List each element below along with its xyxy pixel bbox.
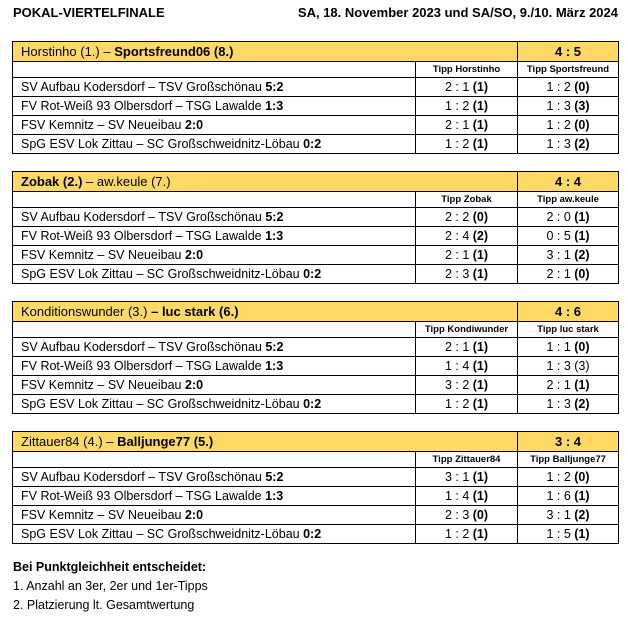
- tipp2-value: 3 : 1: [546, 248, 575, 262]
- game-row: [13, 78, 619, 97]
- game-result: 0:2: [303, 137, 322, 151]
- dash: –: [99, 43, 115, 59]
- game-row: [13, 357, 619, 376]
- tipp1-points: (1): [472, 267, 489, 281]
- tipp2-value: 2 : 0: [546, 210, 575, 224]
- game-name: SpG ESV Lok Zittau – SC Großschweidnitz-Löbau: [21, 137, 304, 151]
- tipp2-value: 1 : 3: [546, 359, 575, 373]
- player-1: Zittauer84 (4.): [21, 433, 103, 449]
- game-name: SV Aufbau Kodersdorf – TSV Großschönau: [21, 80, 266, 94]
- game-result: 1:3: [265, 229, 284, 243]
- player-2: Balljunge77 (5.): [117, 433, 214, 449]
- game-name: FV Rot-Weiß 93 Olbersdorf – TSG Lawalde: [21, 99, 266, 113]
- tipp1-points: (1): [472, 470, 489, 484]
- tipp2-label: Tipp Sportsfreund: [518, 62, 619, 78]
- tipp2-cell: [518, 468, 619, 487]
- tipp2-value: 1 : 3: [546, 99, 575, 113]
- tipp2-value: 1 : 5: [546, 527, 575, 541]
- game-cell: [13, 395, 416, 414]
- tipp2-value: 1 : 1: [546, 340, 575, 354]
- tipp2-value: 2 : 1: [546, 267, 575, 281]
- tipp2-points: (1): [574, 527, 590, 541]
- game-result: 0:2: [303, 397, 322, 411]
- match-header: [13, 302, 619, 322]
- game-row: [13, 116, 619, 135]
- tipp1-cell: [416, 227, 518, 246]
- tipp1-value: 1 : 2: [444, 527, 473, 541]
- tipp2-value: 1 : 3: [546, 137, 575, 151]
- game-row: [13, 395, 619, 414]
- tipp1-points: (0): [472, 508, 489, 522]
- game-cell: [13, 246, 416, 265]
- dash: –: [102, 433, 118, 449]
- blank-cell: [13, 192, 416, 208]
- game-cell: [13, 78, 416, 97]
- tipp-labels-row: [13, 62, 619, 78]
- tipp1-cell: [416, 376, 518, 395]
- tipp2-points: (2): [574, 137, 590, 151]
- match-header: [13, 172, 619, 192]
- game-name: SpG ESV Lok Zittau – SC Großschweidnitz-Löbau: [21, 397, 304, 411]
- tipp1-points: (1): [472, 99, 489, 113]
- tipp2-value: 1 : 2: [546, 118, 575, 132]
- game-result: 2:0: [184, 118, 204, 132]
- tipp1-value: 2 : 3: [444, 508, 473, 522]
- duel-score: 4 : 4: [518, 172, 619, 192]
- tipp2-cell: [518, 246, 619, 265]
- tipp1-value: 1 : 2: [444, 137, 473, 151]
- tipp2-points: (2): [574, 248, 590, 262]
- tipp1-value: 2 : 3: [444, 267, 473, 281]
- tipp2-cell: [518, 227, 619, 246]
- duel-score: 3 : 4: [518, 432, 619, 452]
- tipp2-cell: [518, 376, 619, 395]
- tipp1-points: (1): [472, 359, 489, 373]
- game-name: FSV Kemnitz – SV Neueibau: [21, 118, 185, 132]
- dash: –: [82, 173, 97, 189]
- tipp1-points: (1): [472, 137, 489, 151]
- tipp2-cell: [518, 265, 619, 284]
- tipp2-cell: [518, 135, 619, 154]
- game-cell: [13, 97, 416, 116]
- tipp2-cell: [518, 525, 619, 544]
- tipp2-cell: [518, 357, 619, 376]
- game-result: 1:3: [265, 359, 284, 373]
- tipp1-cell: [416, 208, 518, 227]
- tipp2-points: (3): [574, 359, 590, 373]
- game-cell: [13, 265, 416, 284]
- tipp1-value: 2 : 4: [444, 229, 473, 243]
- tipp2-value: 1 : 6: [546, 489, 575, 503]
- pairing: [13, 302, 518, 322]
- tipp1-cell: [416, 468, 518, 487]
- tipp2-value: 2 : 1: [546, 378, 575, 392]
- game-cell: [13, 468, 416, 487]
- game-row: [13, 506, 619, 525]
- game-result: 2:0: [184, 378, 204, 392]
- tipp1-cell: [416, 116, 518, 135]
- tipp1-label: Tipp Horstinho: [416, 62, 518, 78]
- tipp2-cell: [518, 97, 619, 116]
- tipp1-cell: [416, 487, 518, 506]
- game-cell: [13, 338, 416, 357]
- game-cell: [13, 357, 416, 376]
- tipp2-points: (0): [574, 80, 590, 94]
- game-result: 0:2: [303, 267, 322, 281]
- tipp1-cell: [416, 395, 518, 414]
- game-name: FV Rot-Weiß 93 Olbersdorf – TSG Lawalde: [21, 489, 266, 503]
- game-result: 1:3: [265, 489, 284, 503]
- game-name: SpG ESV Lok Zittau – SC Großschweidnitz-Löbau: [21, 267, 304, 281]
- blank-cell: [13, 452, 416, 468]
- game-cell: [13, 506, 416, 525]
- game-name: SV Aufbau Kodersdorf – TSV Großschönau: [21, 210, 266, 224]
- game-name: FSV Kemnitz – SV Neueibau: [21, 508, 185, 522]
- tipp2-points: (0): [574, 267, 590, 281]
- tipp1-value: 1 : 4: [444, 359, 473, 373]
- match-table-1: [12, 41, 619, 154]
- pairing: [13, 42, 518, 62]
- tipp1-value: 1 : 2: [444, 99, 473, 113]
- tipp2-value: 1 : 2: [546, 80, 575, 94]
- tipp2-points: (1): [574, 210, 590, 224]
- tipp1-cell: [416, 246, 518, 265]
- duel-score: 4 : 5: [518, 42, 619, 62]
- tipp1-points: (1): [472, 378, 489, 392]
- tipp2-value: 3 : 1: [546, 508, 575, 522]
- tipp1-cell: [416, 135, 518, 154]
- tipp-labels-row: [13, 322, 619, 338]
- tipp2-points: (0): [574, 470, 590, 484]
- tipp1-points: (1): [472, 340, 489, 354]
- tipp1-points: (1): [472, 118, 489, 132]
- tipp1-value: 3 : 2: [444, 378, 473, 392]
- player-2: Sportsfreund06 (8.): [114, 43, 234, 59]
- game-result: 5:2: [265, 80, 284, 94]
- game-result: 5:2: [265, 210, 284, 224]
- match-table-2: [12, 171, 619, 284]
- game-cell: [13, 376, 416, 395]
- pairing: [13, 432, 518, 452]
- tipp1-value: 2 : 1: [444, 80, 473, 94]
- tipp2-value: 1 : 3: [546, 397, 575, 411]
- tipp1-value: 3 : 1: [444, 470, 473, 484]
- game-cell: [13, 135, 416, 154]
- tipp2-points: (0): [574, 340, 590, 354]
- game-row: [13, 97, 619, 116]
- game-cell: [13, 525, 416, 544]
- tipp2-cell: [518, 78, 619, 97]
- game-row: [13, 208, 619, 227]
- game-cell: [13, 487, 416, 506]
- game-name: FSV Kemnitz – SV Neueibau: [21, 248, 185, 262]
- tipp1-cell: [416, 338, 518, 357]
- tipp1-cell: [416, 78, 518, 97]
- tipp-labels-row: [13, 192, 619, 208]
- tiebreak-rules: [13, 558, 208, 615]
- tipp1-label: Tipp Zittauer84: [416, 452, 518, 468]
- game-row: [13, 525, 619, 544]
- tiebreak-heading: Bei Punktgleichheit entscheidet:: [13, 560, 207, 574]
- game-result: 2:0: [184, 508, 204, 522]
- match-dates: SA, 18. November 2023 und SA/SO, 9./10. März 2024: [297, 5, 618, 20]
- tipp2-cell: [518, 506, 619, 525]
- game-name: FV Rot-Weiß 93 Olbersdorf – TSG Lawalde: [21, 359, 266, 373]
- tipp2-points: (0): [574, 118, 590, 132]
- match-header: [13, 42, 619, 62]
- tipp2-label: Tipp aw.keule: [518, 192, 619, 208]
- tipp-labels-row: [13, 452, 619, 468]
- game-row: [13, 376, 619, 395]
- game-cell: [13, 116, 416, 135]
- tipp2-value: 1 : 2: [546, 470, 575, 484]
- player-2: aw.keule (7.): [96, 173, 171, 189]
- match-table-3: [12, 301, 619, 414]
- tipp1-cell: [416, 97, 518, 116]
- dash: –: [147, 303, 162, 319]
- game-name: SpG ESV Lok Zittau – SC Großschweidnitz-Löbau: [21, 527, 304, 541]
- game-cell: [13, 208, 416, 227]
- page-title: POKAL-VIERTELFINALE: [13, 5, 165, 20]
- tipp2-label: Tipp luc stark: [518, 322, 619, 338]
- tipp1-points: (1): [472, 489, 489, 503]
- pairing: [13, 172, 518, 192]
- game-row: [13, 487, 619, 506]
- tipp1-cell: [416, 265, 518, 284]
- tipp2-cell: [518, 208, 619, 227]
- tipp1-label: Tipp Kondiwunder: [416, 322, 518, 338]
- tipp1-points: (1): [472, 527, 489, 541]
- game-result: 5:2: [265, 340, 284, 354]
- game-name: SV Aufbau Kodersdorf – TSV Großschönau: [21, 340, 266, 354]
- match-header: [13, 432, 619, 452]
- game-row: [13, 135, 619, 154]
- tipp1-value: 2 : 1: [444, 340, 473, 354]
- game-name: FSV Kemnitz – SV Neueibau: [21, 378, 185, 392]
- blank-cell: [13, 62, 416, 78]
- game-result: 0:2: [303, 527, 322, 541]
- game-row: [13, 265, 619, 284]
- player-1: Zobak (2.): [21, 173, 83, 189]
- game-row: [13, 338, 619, 357]
- tipp1-value: 1 : 4: [444, 489, 473, 503]
- tipp2-points: (2): [574, 397, 590, 411]
- game-result: 2:0: [184, 248, 204, 262]
- tiebreak-rule: 2. Platzierung lt. Gesamtwertung: [13, 598, 195, 612]
- tipp2-cell: [518, 116, 619, 135]
- tipp2-points: (2): [574, 508, 590, 522]
- tipp2-points: (1): [574, 378, 590, 392]
- tipp2-value: 0 : 5: [546, 229, 575, 243]
- tipp1-label: Tipp Zobak: [416, 192, 518, 208]
- tipp2-points: (1): [574, 229, 590, 243]
- tipp2-label: Tipp Balljunge77: [518, 452, 619, 468]
- tipp1-value: 2 : 1: [444, 118, 473, 132]
- tipp1-points: (2): [472, 229, 489, 243]
- game-result: 5:2: [265, 470, 284, 484]
- tipp2-points: (3): [574, 99, 590, 113]
- tipp1-points: (1): [472, 248, 489, 262]
- tipp2-points: (1): [574, 489, 590, 503]
- tipp1-cell: [416, 357, 518, 376]
- player-1: Horstinho (1.): [21, 43, 100, 59]
- blank-cell: [13, 322, 416, 338]
- game-name: FV Rot-Weiß 93 Olbersdorf – TSG Lawalde: [21, 229, 266, 243]
- tipp1-value: 1 : 2: [444, 397, 473, 411]
- game-name: SV Aufbau Kodersdorf – TSV Großschönau: [21, 470, 266, 484]
- player-2: luc stark (6.): [161, 303, 239, 319]
- tipp1-cell: [416, 525, 518, 544]
- tiebreak-rule: 1. Anzahl an 3er, 2er und 1er-Tipps: [13, 579, 208, 593]
- game-row: [13, 468, 619, 487]
- tipp1-value: 2 : 1: [444, 248, 473, 262]
- tipp1-points: (0): [472, 210, 489, 224]
- player-1: Konditionswunder (3.): [21, 303, 148, 319]
- tipp2-cell: [518, 487, 619, 506]
- game-cell: [13, 227, 416, 246]
- duel-score: 4 : 6: [518, 302, 619, 322]
- tipp2-cell: [518, 338, 619, 357]
- match-table-4: [12, 431, 619, 544]
- tipp1-points: (1): [472, 397, 489, 411]
- tipp2-cell: [518, 395, 619, 414]
- tipp1-points: (1): [472, 80, 489, 94]
- game-row: [13, 246, 619, 265]
- tipp1-cell: [416, 506, 518, 525]
- game-result: 1:3: [265, 99, 284, 113]
- game-row: [13, 227, 619, 246]
- tipp1-value: 2 : 2: [444, 210, 473, 224]
